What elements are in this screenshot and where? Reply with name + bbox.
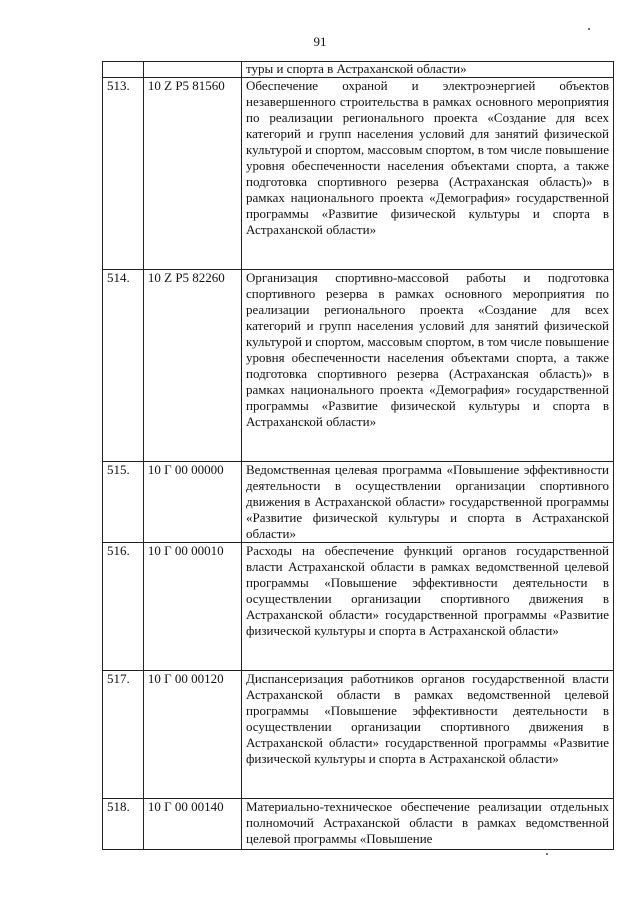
row-code-cell: 10 Г 00 00120: [143, 671, 241, 799]
scan-speck-top: [588, 28, 590, 30]
row-number-cell: 513.: [103, 78, 144, 270]
row-code-cell: 10 Z P5 82260: [143, 270, 241, 462]
row-number-cell: 517.: [103, 671, 144, 799]
table-row-516: [103, 543, 614, 671]
row-code-cell: 10 Г 00 00010: [143, 543, 241, 671]
table-row-514: [103, 270, 614, 462]
scan-speck-bottom: [546, 853, 548, 855]
row-description-cell: Организация спортивно-массовой работы и подготовка спортивного резерва в рамках основного мероприятия по реализации регионального проекта «Создание для всех категорий и групп населения условий для занятий физической культурой и спортом, массовым спортом, в том числе повышение уровня обеспеченности населения объектами спорта, а также подготовка спортивного резерва (Астраханская область)» в рамках национального проекта «Демография» государственной программы «Развитие физической культуры и спорта в Астраханской области»: [241, 270, 613, 462]
row-description-cell: Материально-техническое обеспечение реализации отдельных полномочий Астраханской области в рамках ведомственной целевой программы «Повышение: [241, 799, 613, 850]
table-row-517: [103, 671, 614, 799]
row-description-cell: Расходы на обеспечение функций органов государственной власти Астраханской области в рамках ведомственной целевой программы «Повышение эффективности деятельности в осуществлении организации спортивного движения в Астраханской области» государственной программы «Развитие физической культуры и спорта в Астраханской области»: [241, 543, 613, 671]
page-number: 91: [313, 34, 327, 49]
row-code-cell: 10 Г 00 00140: [143, 799, 241, 850]
row-number-cell: 514.: [103, 270, 144, 462]
row-code-cell: 10 Z P5 81560: [143, 78, 241, 270]
table-row-513: [103, 78, 614, 270]
row-description-cell: Ведомственная целевая программа «Повышение эффективности деятельности в осуществлении организации спортивного движения в Астраханской области» государственной программы «Развитие физической культуры и спорта в Астраханской области»: [241, 462, 613, 543]
row-number-cell: 515.: [103, 462, 144, 543]
table-row-continuation: [103, 62, 614, 78]
budget-classification-table: [102, 61, 614, 850]
row-description-cell: Диспансеризация работников органов государственной власти Астраханской области в рамках ведомственной целевой программы «Повышение эффективности деятельности в осуществлении организации спортивного движения в Астраханской области» государственной программы «Развитие физической культуры и спорта в Астраханской области»: [241, 671, 613, 799]
row-number-cell: [103, 62, 144, 78]
table-row-518: [103, 799, 614, 850]
row-code-cell: 10 Г 00 00000: [143, 462, 241, 543]
row-number-cell: 516.: [103, 543, 144, 671]
row-code-cell: [143, 62, 241, 78]
row-description-cell: туры и спорта в Астраханской области»: [241, 62, 613, 78]
row-description-cell: Обеспечение охраной и электроэнергией объектов незавершенного строительства в рамках основного мероприятия по реализации регионального проекта «Создание для всех категорий и групп населения условий для занятий физической культурой и спортом, массовым спортом, в том числе повышение уровня обеспеченности населения объектами спорта, а также подготовка спортивного резерва (Астраханская область)» в рамках национального проекта «Демография» государственной программы «Развитие физической культуры и спорта в Астраханской области»: [241, 78, 613, 270]
row-number-cell: 518.: [103, 799, 144, 850]
table-row-515: [103, 462, 614, 543]
